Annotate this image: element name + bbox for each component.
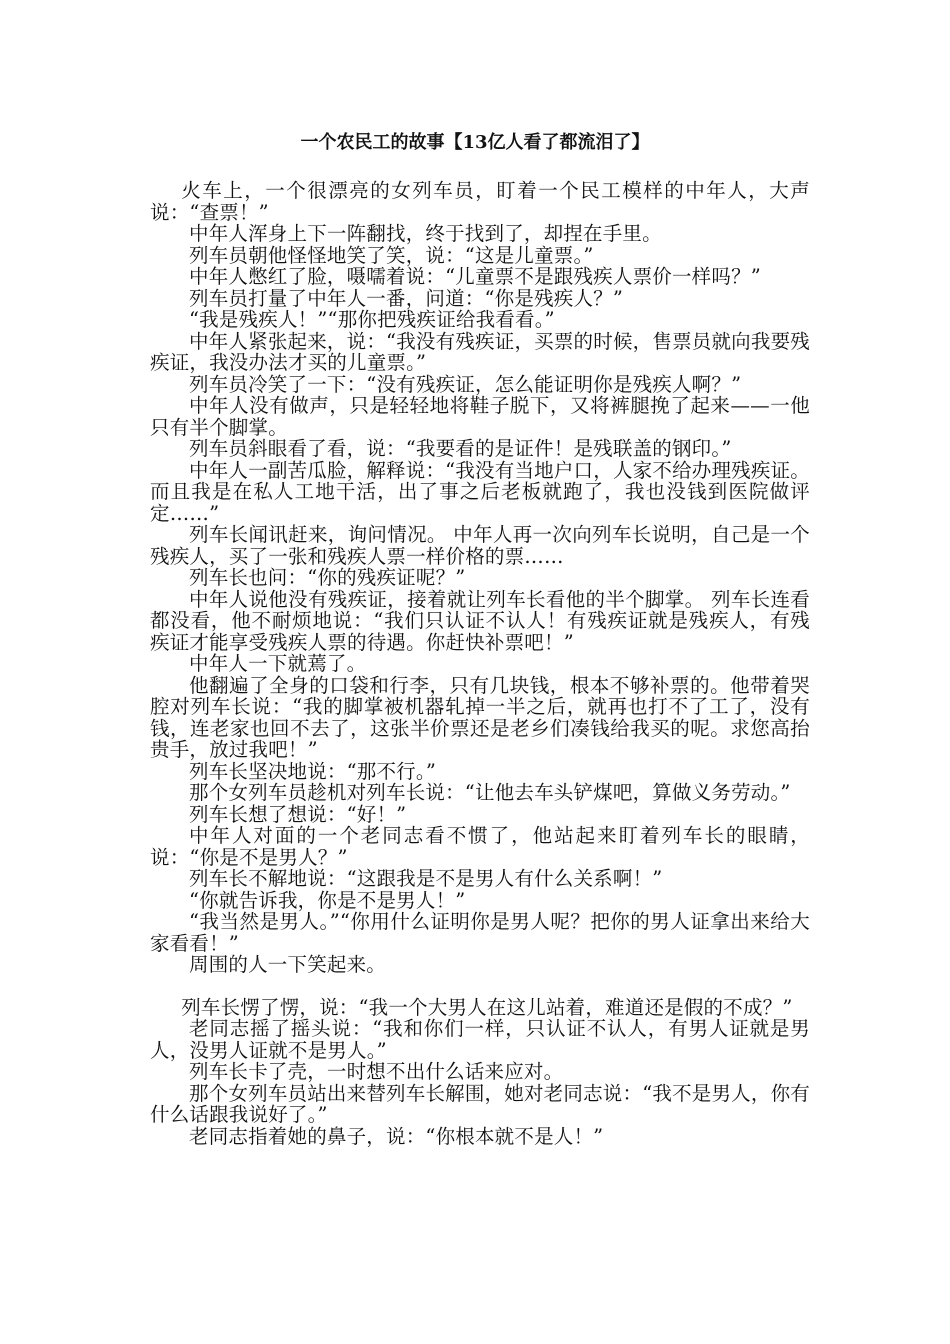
- paragraph: 列车长不解地说：“这跟我是不是男人有什么关系啊！”: [189, 867, 663, 890]
- paragraph: “你就告诉我，你是不是男人！”: [189, 888, 466, 912]
- paragraph: 列车长也问：“你的残疾证呢？”: [189, 566, 466, 589]
- paragraph: 列车长坚决地说：“那不行。”: [189, 759, 436, 783]
- story-body: [150, 180, 810, 1147]
- paragraph: 列车员打量了中年人一番，问道：“你是残疾人？”: [189, 286, 624, 310]
- paragraph: 中年人说他没有残疾证，接着就让列车长看他的半个脚掌。 列车长连看都没看，他不耐烦地说：“我们只认证不认人！有残疾证就是残疾人，有残疾证才能享受残疾人票的待遇。你赶快补票吧！”: [150, 587, 810, 654]
- paragraph: 列车长闻讯赶来，询问情况。 中年人再一次向列车长说明，自己是一个残疾人，买了一张和残疾人票一样价格的票……: [150, 523, 810, 568]
- paragraph: 列车长愣了愣，说：“我一个大男人在这儿站着，难道还是假的不成？”: [181, 995, 793, 1019]
- paragraph: 老同志指着她的鼻子，说：“你根本就不是人！”: [189, 1124, 604, 1148]
- paragraph: 列车长卡了壳，一时想不出什么话来应对。: [189, 1060, 564, 1083]
- paragraph: “我是残疾人！”“那你把残疾证给我看看。”: [189, 308, 555, 331]
- paragraph: 周围的人一下笑起来。: [189, 953, 387, 976]
- paragraph: 火车上，一个很漂亮的女列车员，盯着一个民工模样的中年人，大声说：“查票！”: [150, 179, 810, 224]
- paragraph: 列车员朝他怪怪地笑了笑，说：“这是儿童票。”: [189, 243, 594, 267]
- paragraph: 中年人没有做声，只是轻轻地将鞋子脱下，又将裤腿挽了起来——一他只有半个脚掌。: [150, 394, 810, 439]
- paragraph: 列车员冷笑了一下：“没有残疾证，怎么能证明你是残疾人啊？”: [189, 372, 742, 396]
- paragraph: 中年人一下就蔫了。: [189, 652, 367, 675]
- paragraph: 列车长想了想说：“好！”: [189, 802, 407, 826]
- paragraph: 中年人一副苦瓜脸，解释说：“我没有当地户口，人家不给办理残疾证。而且我是在私人工地干活，出了事之后老板就跑了，我也没钱到医院做评定……”: [150, 458, 810, 525]
- paragraph: 中年人对面的一个老同志看不惯了，他站起来盯着列车长的眼睛，说：“你是不是男人？”: [150, 824, 810, 869]
- paragraph: 中年人憋红了脸，嗫嚅着说：“儿童票不是跟残疾人票价一样吗？”: [189, 265, 761, 288]
- paragraph: 那个女列车员站出来替列车长解围，她对老同志说：“我不是男人，你有什么话跟我说好了。”: [150, 1081, 810, 1126]
- paragraph: “我当然是男人。”“你用什么证明你是男人呢？把你的男人证拿出来给大家看看！”: [150, 910, 810, 955]
- paragraph: 那个女列车员趁机对列车长说：“让他去车头铲煤吧，算做义务劳动。”: [189, 781, 791, 804]
- document-title: 一个农民工的故事【13亿人看了都流泪了】: [300, 132, 650, 153]
- paragraph: 列车员斜眼看了看，说：“我要看的是证件！是残联盖的钢印。”: [189, 437, 732, 460]
- paragraph: 中年人浑身上下一阵翻找，终于找到了，却捏在手里。: [189, 222, 662, 245]
- paragraph: 老同志摇了摇头说：“我和你们一样，只认证不认人，有男人证就是男人，没男人证就不是男人。”: [150, 1017, 810, 1062]
- paragraph: 中年人紧张起来，说：“我没有残疾证，买票的时候，售票员就向我要残疾证，我没办法才买的儿童票。”: [150, 329, 810, 374]
- paragraph: 他翻遍了全身的口袋和行李，只有几块钱，根本不够补票的。他带着哭腔对列车长说：“我的脚掌被机器轧掉一半之后，就再也打不了工了，没有钱，连老家也回不去了，这张半价票还是老乡们凑钱给我买的呢。求您高抬贵手，放过我吧！”: [150, 673, 810, 761]
